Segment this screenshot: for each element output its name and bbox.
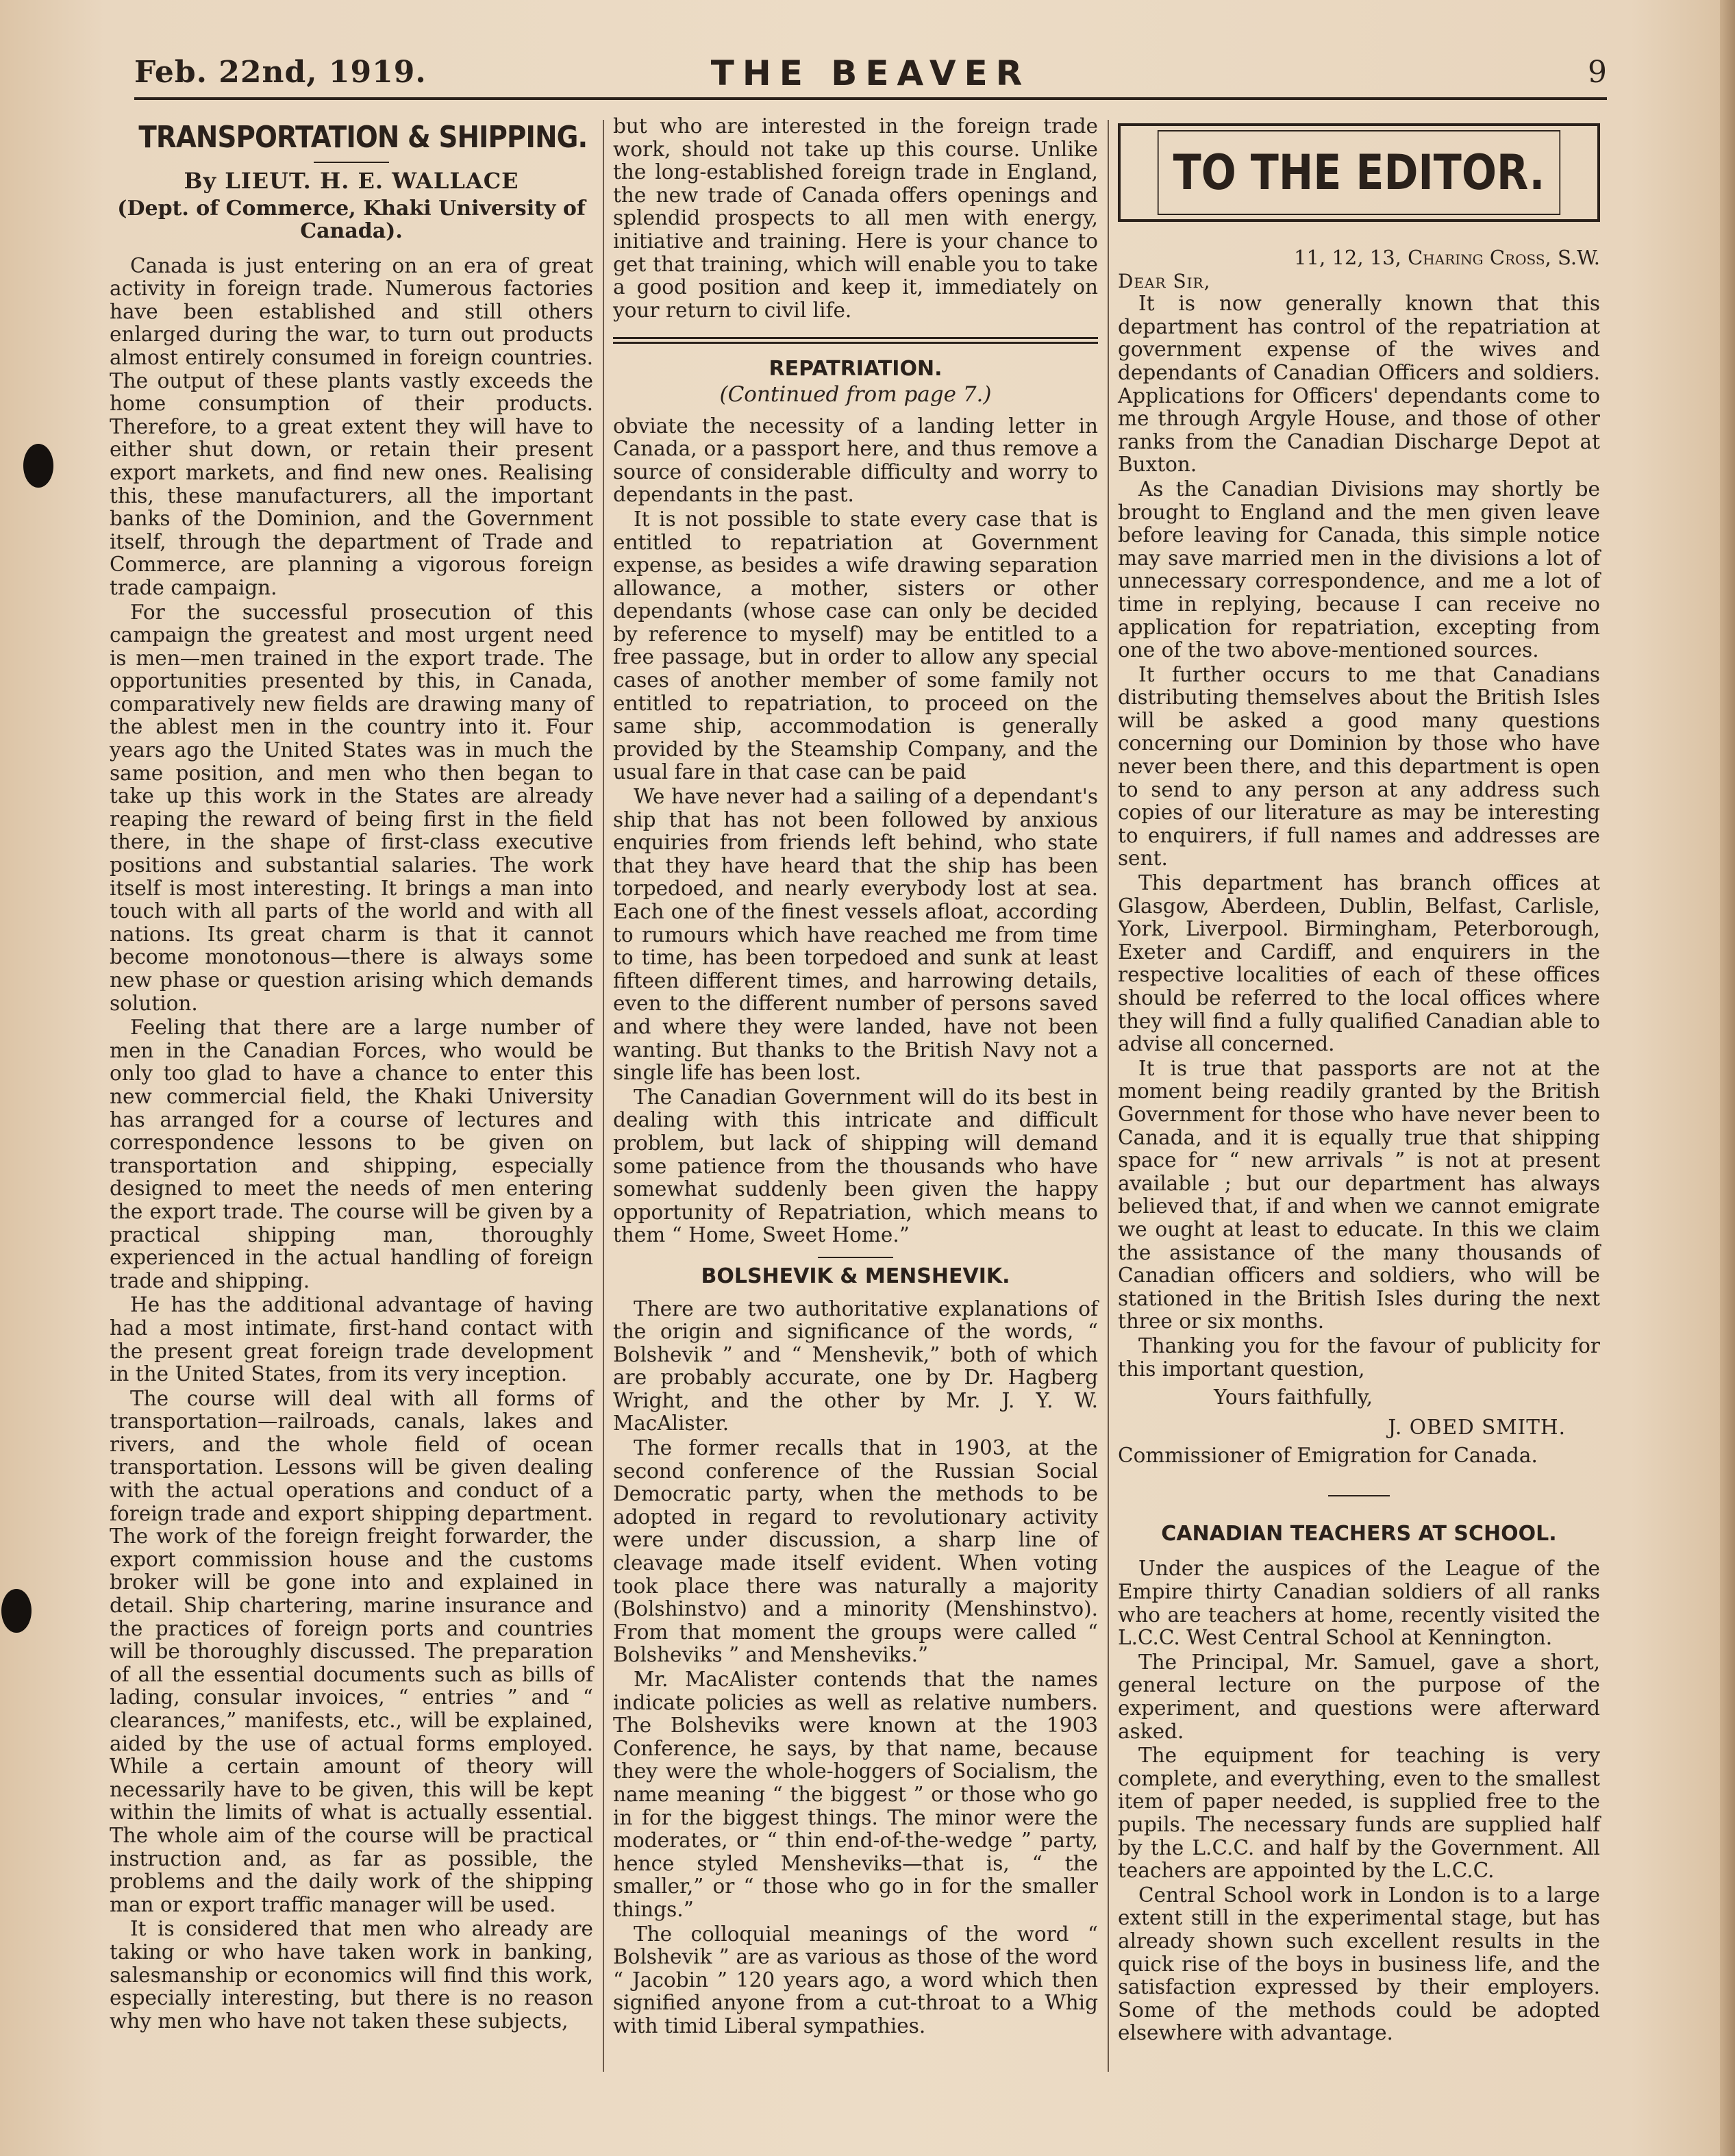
letter-closing: Yours faithfully,: [1214, 1386, 1373, 1409]
transportation-byline: By LIEUT. H. E. WALLACE: [184, 168, 519, 194]
section-divider: [613, 337, 1098, 344]
letter-paragraph: It further occurs to me that Canadians distributing themselves about the British Isles will be asked a good many questions concerning our Dominion by those who have never been there, and this department is open to send to any person at any address such copies of our literature as may be interesting to enquirers, if full names and addresses are sent.: [1118, 662, 1600, 870]
article-paragraph: The colloquial meanings of the word “ Bolshevik ” are as various as those of the word “ Jacobin ” 120 years ago, a word which then signified anyone from a cut-throat to a Whig with timid Liberal sympathies.: [613, 1922, 1098, 2038]
letter-signature: J. OBED SMITH.: [1388, 1415, 1566, 1439]
editor-headline: TO THE EDITOR.: [1158, 130, 1560, 215]
article-paragraph: Central School work in London is to a large extent still in the experimental stage, but has already shown such excellent results in the quick rise of the boys in business life, and the satisfaction expressed by their employers. Some of the methods could be adopted elsewhere with advantage.: [1118, 1883, 1600, 2045]
article-paragraph: The former recalls that in 1903, at the second conference of the Russian Social Democratic party, when the methods to be adopted in regard to revolutionary activity were under discussion, a sharp line of cleavage made itself evident. When voting took place there was naturally a majority (Bolshinstvo) and a minority (Menshinstvo). From that moment the groups were called “ Bolsheviks ” and Mensheviks.”: [613, 1436, 1098, 1667]
article-paragraph: It is not possible to state every case that is entitled to repatriation at Government expense, as besides a wife drawing separation allowance, a mother, sisters or other dependants (whose case can only be decided by reference to myself) may be entitled to a free passage, but in order to allow any special cases of another member of some family not entitled to repatriation, to proceed on the same ship, accommodation is generally provided by the Steamship Company, and the usual fare in that case can be paid: [613, 507, 1098, 784]
section-rule: [1328, 1495, 1390, 1496]
masthead: [134, 49, 1607, 100]
page-edge-shadow: [1720, 0, 1735, 2156]
teachers-headline: CANADIAN TEACHERS AT SCHOOL.: [1161, 1521, 1557, 1546]
letter-salutation: Dear Sir,: [1118, 269, 1211, 292]
transportation-continuation: but who are interested in the foreign trade work, should not take up this course. Unlike the long-established foreign trade in England, the new trade of Canada offers openings and splendid prospects to all men with energy, initiative and training. Here is your chance to get that training, which will enable you to take a good position and keep it, immediately on your return to civil life.: [613, 114, 1098, 322]
letter-signatory-title: Commissioner of Emigration for Canada.: [1118, 1444, 1538, 1468]
letter-paragraph: It is now generally known that this department has control of the repatriation at government expense of the wives and dependants of Canadian Officers and soldiers. Applications for Officers' dependants come to me through Argyle House, and those of other ranks from the Canadian Discharge Depot at Buxton.: [1118, 292, 1600, 477]
letter-paragraph: This department has branch offices at Glasgow, Aberdeen, Dublin, Belfast, Carlisle, York, Liverpool. Birmingham, Peterborough, Exeter and Cardiff, and enquirers in the respective localities of each of these offices should be referred to the local offices where they will find a fully qualified Canadian able to advise all concerned.: [1118, 871, 1600, 1056]
issue-date: Feb. 22nd, 1919.: [134, 55, 427, 90]
article-paragraph: The Principal, Mr. Samuel, gave a short, general lecture on the purpose of the experiment, and questions were afterward asked.: [1118, 1650, 1600, 1743]
letter-address: 11, 12, 13, Charing Cross, S.W.: [1294, 246, 1600, 269]
section-rule: [818, 1257, 893, 1258]
editor-headline-box: [1118, 123, 1600, 222]
article-paragraph: The equipment for teaching is very complete, and everything, even to the smallest item of paper needed, is supplied free to the pupils. The necessary funds are supplied half by the L.C.C. and half by the Government. All teachers are appointed by the L.C.C.: [1118, 1744, 1600, 1883]
column-3: [1118, 115, 1600, 2088]
article-paragraph: For the successful prosecution of this campaign the greatest and most urgent need is men—men trained in the export trade. The opportunities presented by this, in Canada, comparatively new fields are drawing many of the ablest men in the country into it. Four years ago the United States was in much the same position, and men who then began to take up this work in the States are already reaping the reward of being first in the field there, in the shape of first-class executive positions and substantial salaries. The work itself is most interesting. It brings a man into touch with all parts of the world and with all nations. Its great charm is that it cannot become monotonous—there is always some new phase or question arising which demands solution.: [110, 600, 593, 1015]
column-2: [613, 115, 1098, 2088]
repatriation-headline: REPATRIATION.: [769, 357, 943, 381]
article-paragraph: He has the additional advantage of having had a most intimate, first-hand contact with the present great foreign trade development in the United States, from its very inception.: [110, 1293, 593, 1386]
column-1: [110, 115, 593, 2088]
letter-paragraph: As the Canadian Divisions may shortly be brought to England and the men given leave before leaving for Canada, this simple notice may save married men in the divisions a lot of unnecessary correspondence, and me a lot of time in replying, because I can receive no application for repatriation, excepting from one of the two above-mentioned sources.: [1118, 477, 1600, 662]
article-paragraph: It is considered that men who already are taking or who have taken work in banking, salesmanship or economics will find this work, especially interesting, but there is no reason why men who have not taken these subjects,: [110, 1917, 593, 2033]
article-paragraph: obviate the necessity of a landing letter in Canada, or a passport here, and thus remove a source of considerable difficulty and worry to dependants in the past.: [613, 414, 1098, 507]
article-paragraph: Under the auspices of the League of the Empire thirty Canadian soldiers of all ranks who are teachers at home, recently visited the L.C.C. West Central School at Kennington.: [1118, 1557, 1600, 1650]
letter-paragraph: It is true that passports are not at the moment being readily granted by the British Government for those who have never been to Canada, and it is equally true that shipping space for “ new arrivals ” is not at present available ; but our department has always believed that, if and when we cannot emigrate we ought at least to educate. In this we claim the assistance of the many thousands of Canadian officers and soldiers, who will be stationed in the British Isles during the next three or six months.: [1118, 1056, 1600, 1333]
article-paragraph: We have never had a sailing of a dependant's ship that has not been followed by anxious enquiries from friends left behind, who state that they have heard that the ship has been torpedoed, and nearly everybody lost at sea. Each one of the finest vessels afloat, according to rumours which have reached me from time to time, has been torpedoed and sunk at least fifteen different times, and harrowing details, even to the different number of persons saved and where they were landed, have not been wanting. But thanks to the British Navy not a single life has been lost.: [613, 785, 1098, 1085]
letter-paragraph: Thanking you for the favour of publicity for this important question,: [1118, 1333, 1600, 1381]
transportation-headline: TRANSPORTATION & SHIPPING.: [138, 120, 588, 155]
publication-title: THE BEAVER: [710, 53, 1031, 93]
repatriation-continued-note: (Continued from page 7.): [719, 381, 992, 407]
article-paragraph: There are two authoritative explanations of the origin and significance of the words, “ Bolshevik ” and “ Menshevik,” both of which are probably accurate, one by Dr. Hagberg Wright, and the other by Mr. J. Y. W. MacAlister.: [613, 1296, 1098, 1436]
page-number: 9: [1588, 55, 1607, 90]
column-rule-2: [1108, 120, 1109, 2072]
article-paragraph: The Canadian Government will do its best in dealing with this intricate and difficult problem, but lack of shipping will demand some patience from the thousands who have somewhat suddenly been given the happy opportunity of Repatriation, which means to them “ Home, Sweet Home.”: [613, 1085, 1098, 1247]
punch-hole-top: [23, 444, 53, 488]
article-paragraph: Mr. MacAlister contends that the names indicate policies as well as relative numbers. The Bolsheviks were known at the 1903 Conference, he says, by that name, because they were the whole-hoggers of Socialism, the name meaning “ the biggest ” or those who go in for the biggest things. The minor were the moderates, or “ thin end-of-the-wedge ” party, hence styled Mensheviks—that is, “ the smaller,” or “ those who go in for the smaller things.”: [613, 1668, 1098, 1921]
article-paragraph: The course will deal with all forms of transportation—railroads, canals, lakes and rivers, and the whole field of ocean transportation. Lessons will be given dealing with the actual operations and conduct of a foreign trade and export shipping department. The work of the foreign freight forwarder, the export commission house and the customs broker will be gone into and explained in detail. Ship chartering, marine insurance and the practices of foreign ports and countries will be thoroughly discussed. The preparation of all the essential documents such as bills of lading, consular invoices, “ entries ” and “ clearances,” manifests, etc., will be explained, aided by the use of actual forms employed. While a certain amount of theory will necessarily have to be given, this will be kept within the limits of what is actually essential. The whole aim of the course will be practical instruction and, as far as possible, the problems and the daily work of the shipping man or export traffic manager will be used.: [110, 1386, 593, 1916]
column-rule-1: [603, 120, 604, 2072]
article-paragraph: Canada is just entering on an era of great activity in foreign trade. Numerous factories have been established and still others enlarged during the war, to turn out products almost entirely consumed in foreign countries. The output of these plants vastly exceeds the home consumption of their products. Therefore, to a great extent they will have to either shut down, or retain their present export markets, and find new ones. Realising this, these manufacturers, all the important banks of the Dominion, and the Government itself, through the department of Trade and Commerce, are planning a vigorous foreign trade campaign.: [110, 253, 593, 599]
bolshevik-headline: BOLSHEVIK & MENSHEVIK.: [701, 1264, 1010, 1288]
article-paragraph: Feeling that there are a large number of men in the Canadian Forces, who would be only too glad to have a chance to enter this new commercial field, the Khaki University has arranged for a course of lectures and correspondence lessons to be given on transportation and shipping, especially designed to meet the needs of men entering the export trade. The course will be given by a practical shipping man, thoroughly experienced in the actual handling of foreign trade and shipping.: [110, 1016, 593, 1292]
headline-rule: [314, 162, 389, 163]
transportation-dept: (Dept. of Commerce, Khaki University of Canada).: [117, 196, 586, 243]
punch-hole-bottom: [1, 1589, 32, 1633]
